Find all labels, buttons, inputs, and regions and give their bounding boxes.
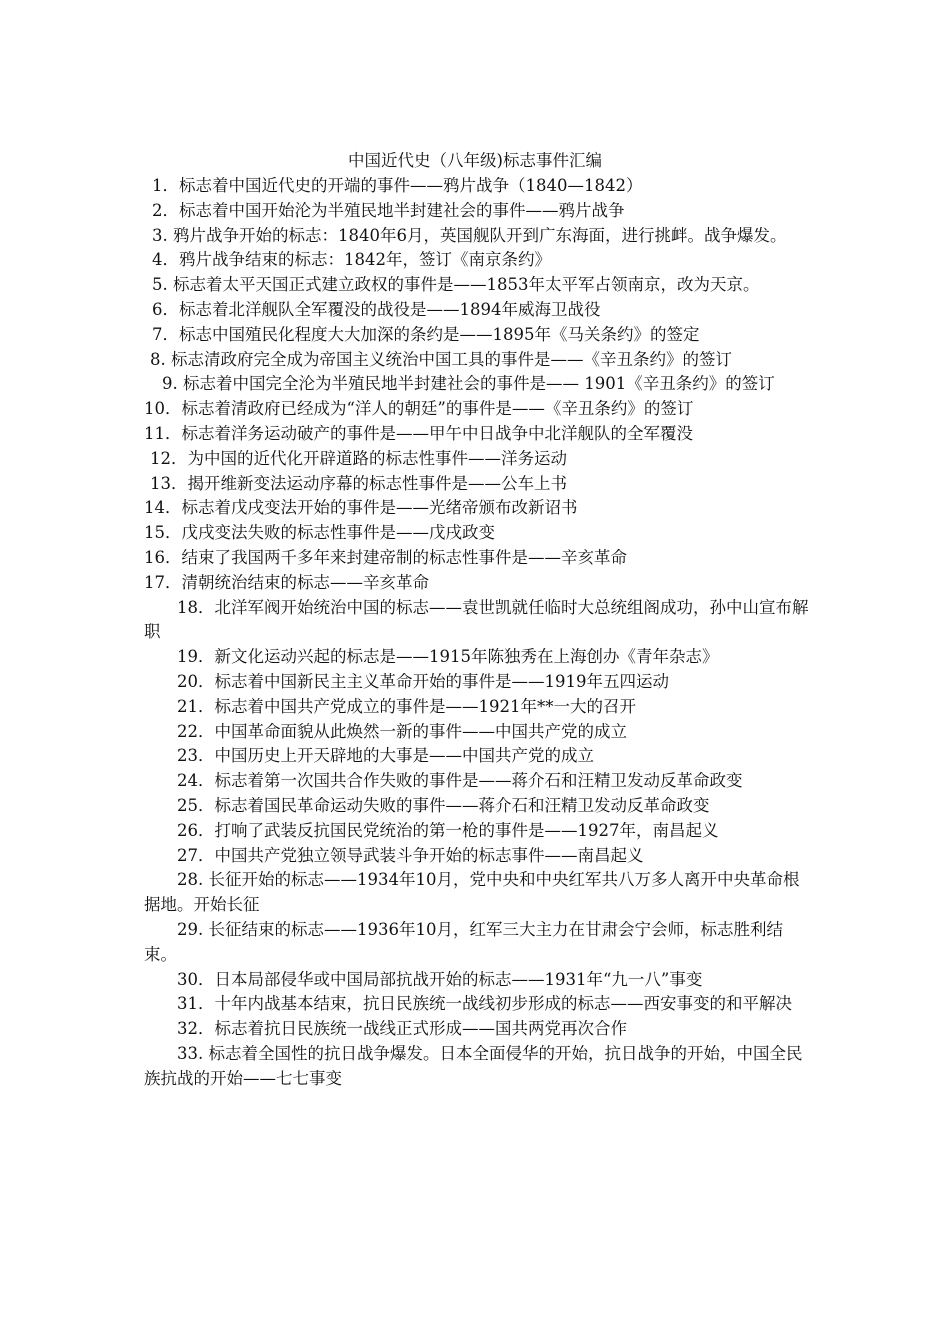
list-item: 14．标志着戊戌变法开始的事件是——光绪帝颁布改新诏书	[144, 498, 578, 518]
list-item: 17．清朝统治结束的标志——辛亥革命	[144, 572, 429, 592]
document-title: 中国近代史（八年级)标志事件汇编	[348, 151, 602, 170]
list-item: 7．标志中国殖民化程度大大加深的条约是——1895年《马关条约》的签定	[152, 324, 700, 344]
list-item: 2．标志着中国开始沦为半殖民地半封建社会的事件——鸦片战争	[152, 200, 625, 220]
list-item: 26．打响了武装反抗国民党统治的第一枪的事件是——1927年，南昌起义	[177, 820, 719, 840]
list-item: 33. 标志着全国性的抗日战争爆发。日本全面侵华的开始，抗日战争的开始，中国全民族抗战的开始——七七事变	[144, 1043, 803, 1088]
list-item: 9. 标志着中国完全沦为半殖民地半封建社会的事件是—— 1901《辛丑条约》的签订	[162, 374, 775, 394]
list-item: 3. 鸦片战争开始的标志：1840年6月，英国舰队开到广东海面，进行挑衅。战争爆发。	[152, 225, 787, 245]
list-item: 31．十年内战基本结束，抗日民族统一战线初步形成的标志——西安事变的和平解决	[177, 994, 792, 1014]
list-item: 25．标志着国民革命运动失败的事件——蒋介石和汪精卫发动反革命政变	[177, 795, 710, 815]
list-item: 10．标志着清政府已经成为“洋人的朝廷”的事件是——《辛丑条约》的签订	[144, 399, 694, 419]
list-item: 12．为中国的近代化开辟道路的标志性事件——洋务运动	[150, 448, 567, 468]
list-item: 6．标志着北洋舰队全军覆没的战役是——1894年威海卫战役	[152, 299, 601, 319]
list-item: 5. 标志着太平天国正式建立政权的事件是——1853年太平军占领南京，改为天京。	[152, 275, 760, 295]
list-item: 21．标志着中国共产党成立的事件是——1921年**一大的召开	[177, 696, 636, 716]
list-item: 28. 长征开始的标志——1934年10月，党中央和中央红军共八万多人离开中央革命根据地。开始长征	[144, 870, 800, 915]
list-item: 27．中国共产党独立领导武装斗争开始的标志事件——南昌起义	[177, 845, 644, 865]
list-item: 18．北洋军阀开始统治中国的标志——袁世凯就任临时大总统组阁成功，孙中山宣布解职	[144, 597, 809, 642]
event-list	[144, 174, 812, 1091]
list-item: 29. 长征结束的标志——1936年10月，红军三大主力在甘肃会宁会师，标志胜利结束。	[144, 919, 783, 964]
list-item: 24．标志着第一次国共合作失败的事件是——蒋介石和汪精卫发动反革命政变	[177, 771, 743, 791]
list-item: 4．鸦片战争结束的标志：1842年，签订《南京条约》	[152, 250, 551, 270]
list-item: 20．标志着中国新民主主义革命开始的事件是——1919年五四运动	[177, 671, 669, 691]
list-item: 32．标志着抗日民族统一战线正式形成——国共两党再次合作	[177, 1019, 627, 1039]
list-item: 15．戊戌变法失败的标志性事件是——戊戌政变	[144, 523, 495, 543]
list-item: 11．标志着洋务运动破产的事件是——甲午中日战争中北洋舰队的全军覆没	[144, 423, 693, 443]
list-item: 16．结束了我国两千多年来封建帝制的标志性事件是——辛亥革命	[144, 547, 627, 567]
list-item: 23．中国历史上开天辟地的大事是——中国共产党的成立	[177, 746, 594, 766]
list-item: 30．日本局部侵华或中国局部抗战开始的标志——1931年“九一八”事变	[177, 969, 703, 989]
list-item: 19．新文化运动兴起的标志是——1915年陈独秀在上海创办《青年杂志》	[177, 647, 719, 667]
list-item: 1．标志着中国近代史的开端的事件——鸦片战争（1840—1842）	[152, 176, 643, 195]
list-item: 8. 标志清政府完全成为帝国主义统治中国工具的事件是——《辛丑条约》的签订	[150, 349, 732, 369]
list-item: 22．中国革命面貌从此焕然一新的事件——中国共产党的成立	[177, 721, 627, 741]
list-item: 13．揭开维新变法运动序幕的标志性事件是——公车上书	[150, 473, 567, 493]
